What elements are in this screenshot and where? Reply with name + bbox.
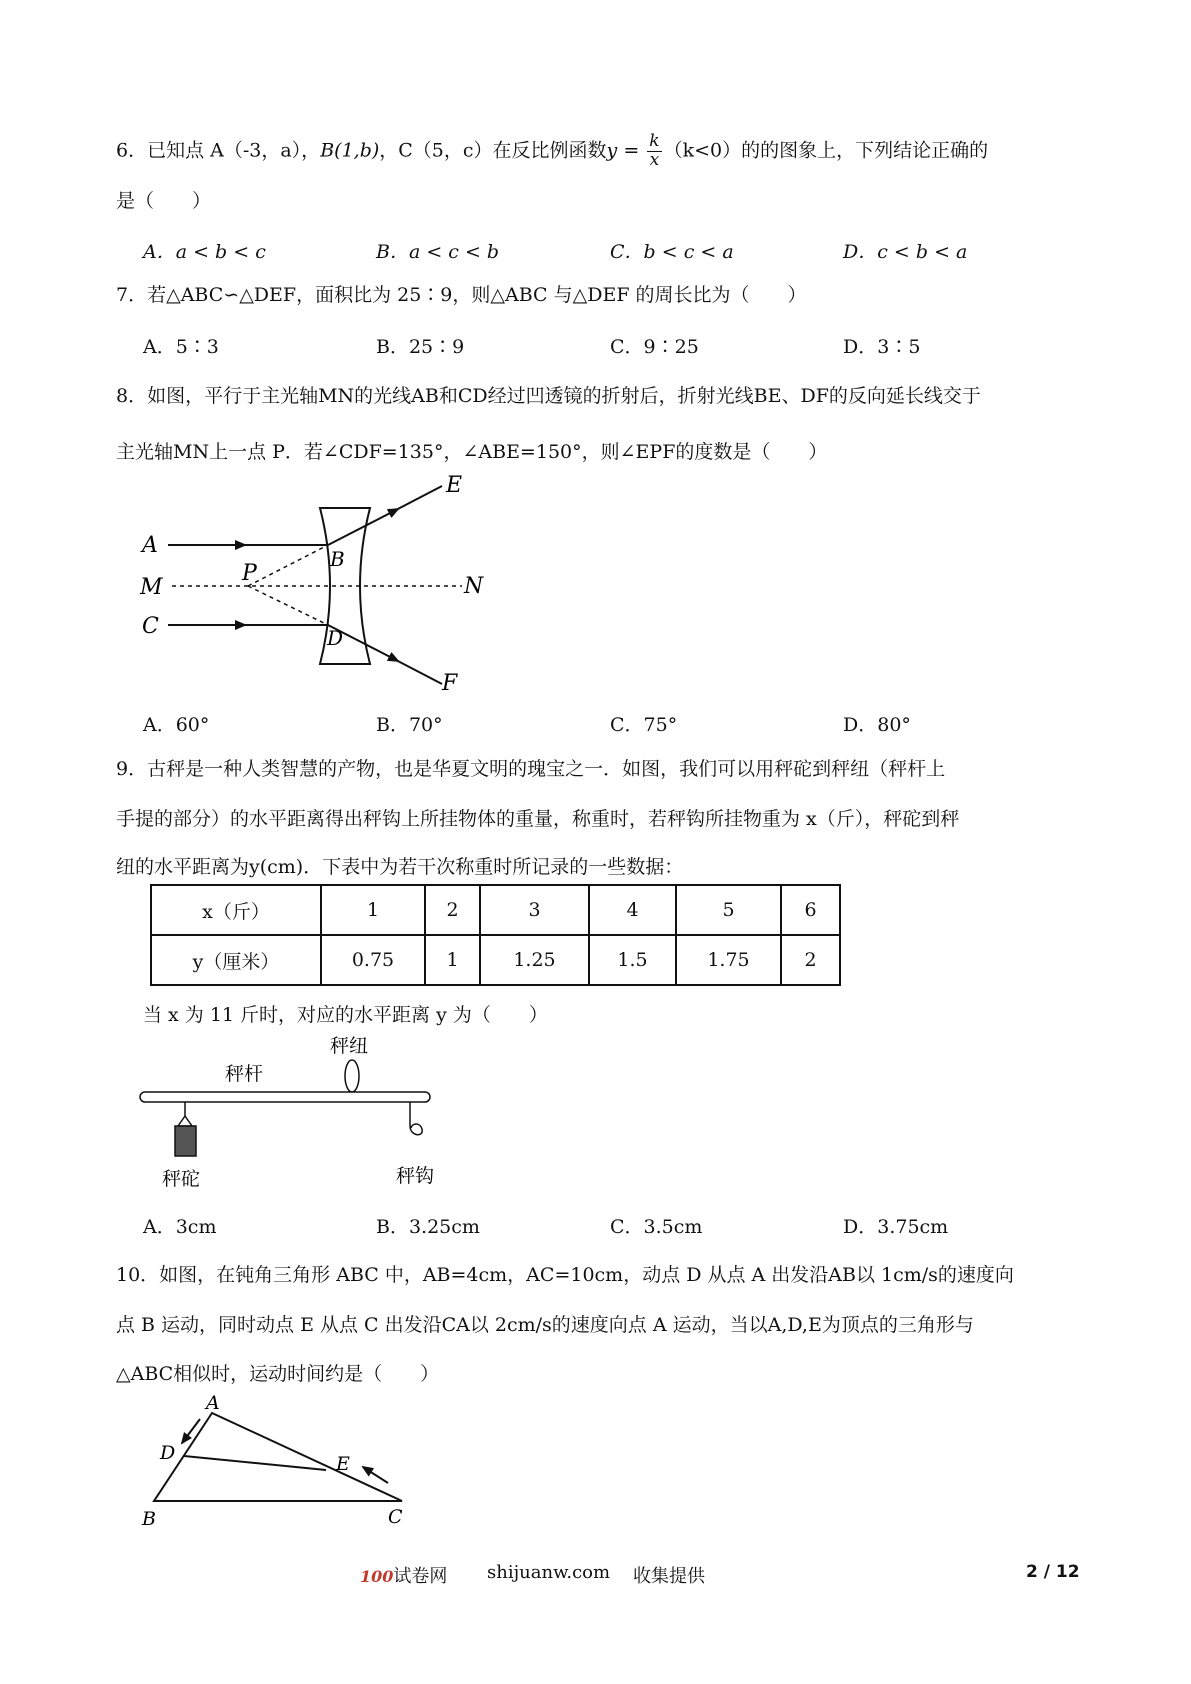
q8-line2: 主光轴MN上一点 P．若∠CDF=135°，∠ABE=150°，则∠EPF的度数是（ ） (116, 441, 828, 463)
q6-option-c[interactable]: C．b < c < a (610, 241, 734, 263)
q9-line2: 手提的部分）的水平距离得出秤钩上所挂物体的重量，称重时，若秤钩所挂物重为 x（斤），秤砣到秤 (116, 808, 960, 830)
q10-line1: 10．如图，在钝角三角形 ABC 中，AB=4cm，AC=10cm，动点 D 从点 A 出发沿AB以 1cm/s的速度向 (116, 1264, 1014, 1286)
label-a: A (206, 1395, 220, 1414)
q10-line2: 点 B 运动，同时动点 E 从点 C 出发沿CA以 2cm/s的速度向点 A 运动，当以A,D,E为顶点的三角形与 (116, 1314, 974, 1336)
weight-loop (178, 1116, 192, 1126)
q10-line3: △ABC相似时，运动时间约是（ ） (116, 1363, 440, 1385)
table-cell: 2 (781, 935, 840, 985)
q6-option-d[interactable]: D．c < b < a (843, 241, 968, 263)
q6-point-b: B(1,b) (320, 139, 380, 162)
q8-line1: 8．如图，平行于主光轴MN的光线AB和CD经过凹透镜的折射后，折射光线BE、DF的反向延长线交于 (116, 385, 981, 407)
footer-logo: 100 (360, 1567, 394, 1586)
table-cell: 2 (425, 885, 480, 935)
label-n: N (464, 574, 484, 599)
q7-stem: 7．若△ABC∽△DEF，面积比为 25∶9，则△ABC 与△DEF 的周长比为（ ） (116, 284, 807, 306)
table-header-x: x（斤） (151, 885, 321, 935)
label-b: B (142, 1508, 156, 1530)
table-row (151, 935, 840, 985)
label-m: M (140, 575, 163, 600)
q10-triangle-figure (130, 1395, 430, 1530)
table-cell: 6 (781, 885, 840, 935)
label-a: A (142, 533, 158, 558)
q9-steelyard-figure (130, 1030, 460, 1190)
q8-option-c[interactable]: C．75° (610, 714, 678, 736)
ray-df-2 (394, 659, 442, 684)
segment-de (184, 1456, 326, 1470)
knob-shape (345, 1060, 359, 1092)
label-e: E (446, 473, 463, 498)
q6-line1 (116, 133, 988, 170)
beam-bar (140, 1092, 430, 1102)
q7-option-b[interactable]: B．25∶9 (376, 336, 465, 358)
ray-be-2 (394, 486, 442, 511)
q6-option-b[interactable]: B．a < c < b (376, 241, 500, 263)
table-cell: 1.5 (589, 935, 676, 985)
q6-frac-num: k (649, 131, 660, 151)
label-c: C (142, 614, 159, 639)
page-number: 2 / 12 (1026, 1562, 1080, 1582)
q6-option-a[interactable]: A．a < b < c (143, 241, 266, 263)
label-beam: 秤杆 (225, 1063, 264, 1085)
label-b: B (330, 547, 345, 571)
label-d: D (327, 626, 344, 650)
q6-text-a: 6．已知点 A（-3，a）， (116, 139, 321, 162)
label-hook: 秤钩 (396, 1165, 435, 1187)
table-cell: 1 (425, 935, 480, 985)
table-cell: 1.75 (676, 935, 781, 985)
q7-option-a[interactable]: A．5∶3 (143, 336, 219, 358)
table-row (151, 885, 840, 935)
extension-pb (248, 545, 328, 586)
q7-option-d[interactable]: D．3∶5 (843, 336, 921, 358)
q6-text-c: （k<0）的的图象上，下列结论正确的 (663, 139, 989, 162)
footer-site-name: 试卷网 (393, 1566, 448, 1587)
q9-line3: 纽的水平距离为y(cm)．下表中为若干次称重时所记录的一些数据： (116, 856, 684, 878)
table-cell: 0.75 (321, 935, 425, 985)
q9-option-b[interactable]: B．3.25cm (376, 1216, 480, 1238)
q7-option-c[interactable]: C．9∶25 (610, 336, 699, 358)
hook-shape (410, 1124, 422, 1135)
label-knob: 秤纽 (330, 1035, 369, 1057)
table-cell: 1.25 (480, 935, 589, 985)
extension-pd (248, 586, 328, 625)
q9-option-d[interactable]: D．3.75cm (843, 1216, 949, 1238)
q9-option-c[interactable]: C．3.5cm (610, 1216, 703, 1238)
q9-option-a[interactable]: A．3cm (143, 1216, 217, 1238)
q9-data-table (150, 884, 841, 986)
footer-note: 收集提供 (633, 1566, 705, 1587)
table-cell: 5 (676, 885, 781, 935)
table-cell: 1 (321, 885, 425, 935)
label-f: F (442, 671, 458, 696)
q9-question: 当 x 为 11 斤时，对应的水平距离 y 为（ ） (143, 1004, 548, 1026)
q6-line2: 是（ ） (116, 190, 212, 212)
table-cell: 4 (589, 885, 676, 935)
q6-fraction (647, 133, 661, 170)
label-e: E (336, 1453, 350, 1475)
q6-text-b: ，C（5，c）在反比例函数 (379, 139, 607, 162)
q6-func-lhs: y = (606, 139, 646, 162)
arrow-e (363, 1467, 388, 1483)
q6-frac-den: x (649, 149, 660, 170)
arrow-d (182, 1419, 200, 1443)
footer-url[interactable]: shijuanw.com (487, 1562, 611, 1583)
label-weight: 秤砣 (162, 1168, 201, 1190)
q8-option-a[interactable]: A．60° (143, 714, 210, 736)
table-header-y: y（厘米） (151, 935, 321, 985)
table-cell: 3 (480, 885, 589, 935)
q9-line1: 9．古秤是一种人类智慧的产物，也是华夏文明的瑰宝之一．如图，我们可以用秤砣到秤纽（秤杆上 (116, 758, 946, 780)
label-d: D (160, 1442, 176, 1464)
label-p: P (242, 561, 257, 586)
q8-lens-figure (130, 470, 500, 700)
q8-option-b[interactable]: B．70° (376, 714, 443, 736)
footer-brand (360, 1562, 447, 1588)
q8-option-d[interactable]: D．80° (843, 714, 911, 736)
label-c: C (388, 1506, 403, 1528)
weight-block (175, 1126, 196, 1156)
